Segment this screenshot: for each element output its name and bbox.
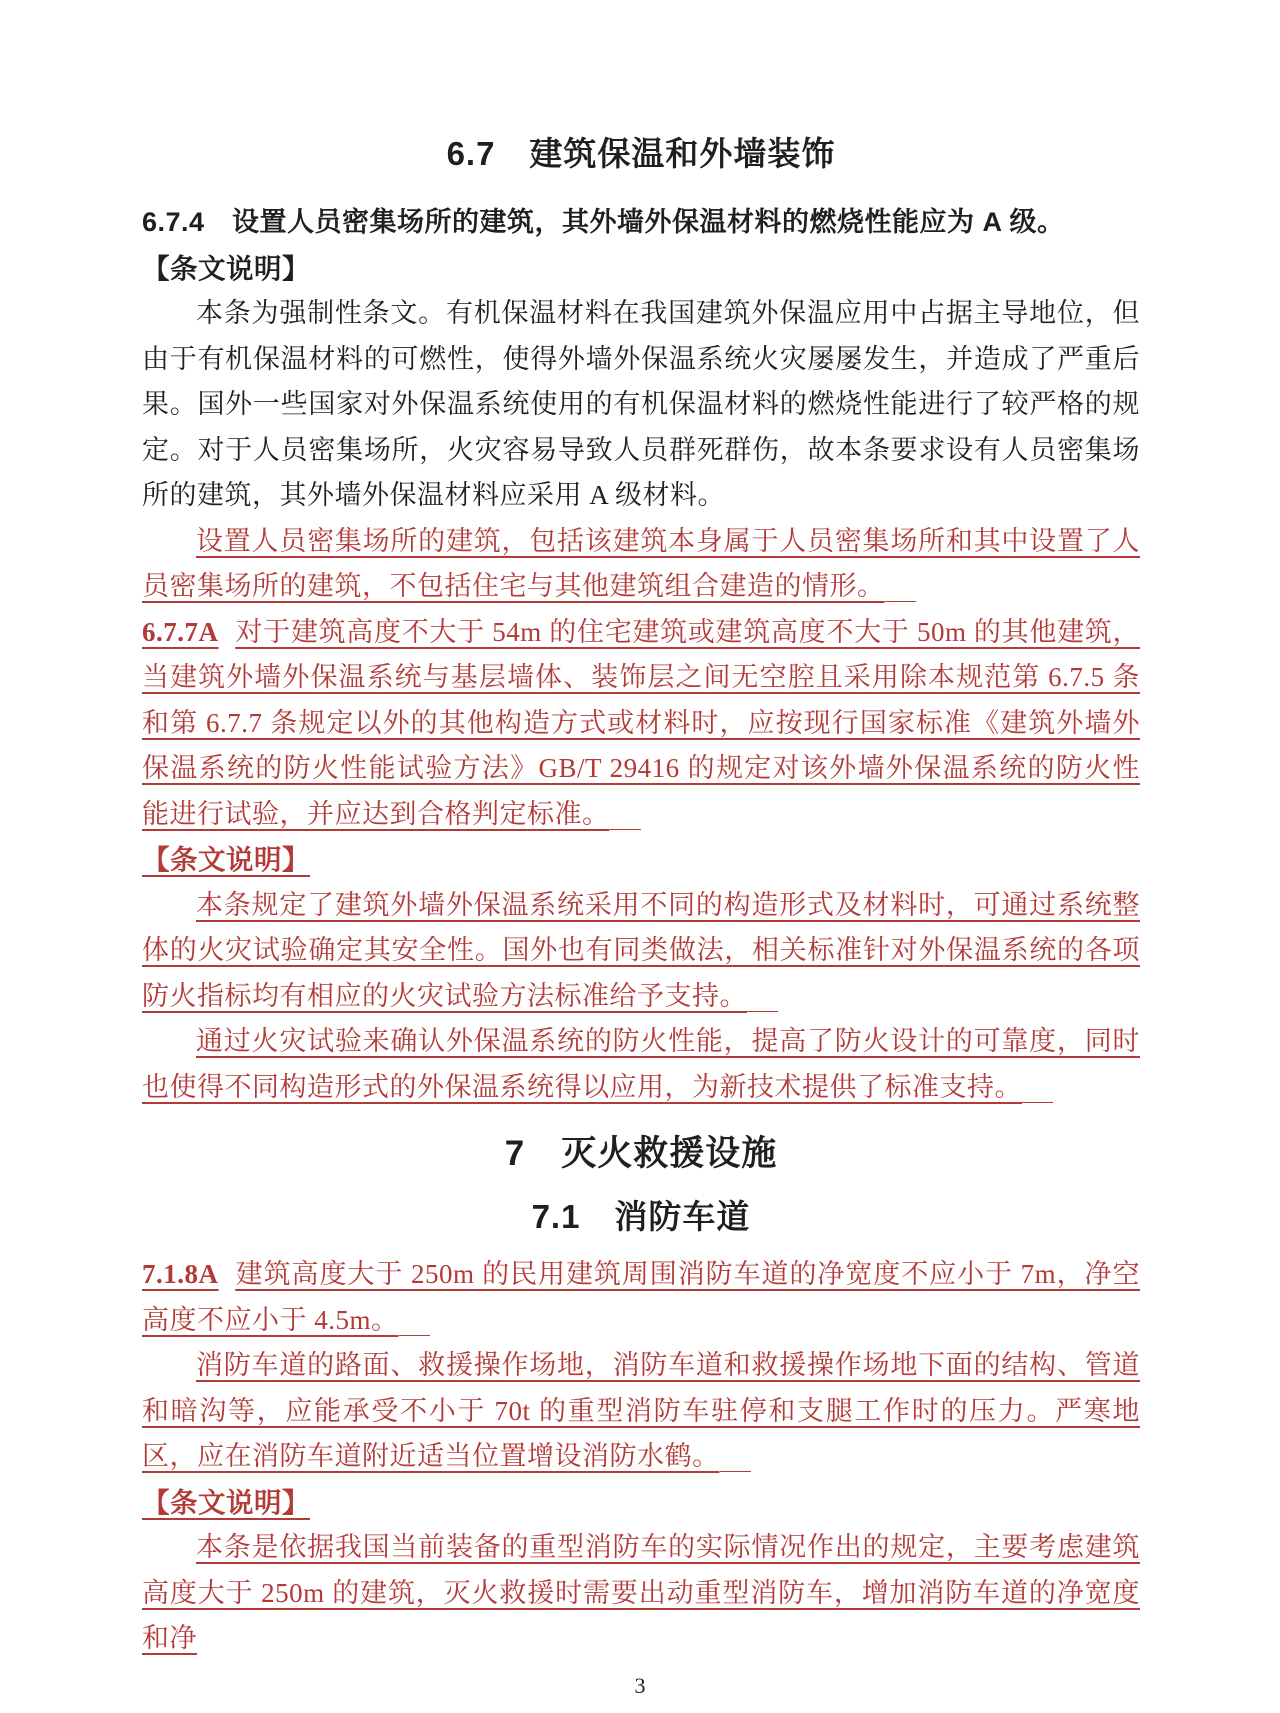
clause-6-7-7a xyxy=(142,610,1140,838)
page-number: 3 xyxy=(634,1673,646,1698)
note-paragraph-1: 本条为强制性条文。有机保温材料在我国建筑外保温应用中占据主导地位，但由于有机保温材料的可燃性，使得外墙外保温系统火灾屡屡发生，并造成了严重后果。国外一些国家对外保温系统使用的有机保温材料的燃烧性能进行了较严格的规定。对于人员密集场所，火灾容易导致人员群死群伤，故本条要求设有人员密集场所的建筑，其外墙外保温材料应采用 A 级材料。 xyxy=(142,298,1140,510)
clause-7-1-8a-number: 7.1.8A xyxy=(142,1259,219,1289)
note-label-3: 【条文说明】 xyxy=(142,1486,310,1518)
clause-6-7-7a-text: 对于建筑高度不大于 54m 的住宅建筑或建筑高度不大于 50m 的其他建筑，当建筑外墙外保温系统与基层墙体、装饰层之间无空腔且采用除本规范第 6.7.5 条和第 6.7.7 条规定以外的其他构造方式或材料时，应按现行国家标准《建筑外墙外保温系统的防火性能试验方法》GB/T 29416 的规定对该外墙外保温系统的防火性能进行试验，并应达到合格判定标准。 xyxy=(142,616,1140,829)
inserted-paragraph-1: 设置人员密集场所的建筑，包括该建筑本身属于人员密集场所和其中设置了人员密集场所的建筑，不包括住宅与其他建筑组合建造的情形。 xyxy=(142,519,1140,610)
clause-7-1-8a-text: 建筑高度大于 250m 的民用建筑周围消防车道的净宽度不应小于 7m，净空高度不应小于 4.5m。 xyxy=(142,1259,1140,1335)
note-label-2: 【条文说明】 xyxy=(142,844,310,875)
section-heading-7-1: 7.1 消防车道 xyxy=(531,1198,751,1235)
inserted-paragraph-4: 消防车道的路面、救援操作场地，消防车道和救援操作场地下面的结构、管道和暗沟等，应能承受不小于 70t 的重型消防车驻停和支腿工作时的压力。严寒地区，应在消防车道附近适当位置增设消防水鹤。 xyxy=(142,1343,1140,1480)
inserted-paragraph-3: 通过火灾试验来确认外保温系统的防火性能，提高了防火设计的可靠度，同时也使得不同构造形式的外保温系统得以应用，为新技术提供了标准支持。 xyxy=(142,1019,1140,1110)
inserted-paragraph-5: 本条是依据我国当前装备的重型消防车的实际情况作出的规定，主要考虑建筑高度大于 250m 的建筑，灭火救援时需要出动重型消防车，增加消防车道的净宽度和净 xyxy=(142,1532,1140,1653)
clause-7-1-8a xyxy=(142,1252,1140,1343)
section-heading-6-7: 6.7 建筑保温和外墙装饰 xyxy=(446,135,836,172)
clause-6-7-7a-number: 6.7.7A xyxy=(142,616,219,647)
inserted-paragraph-2: 本条规定了建筑外墙外保温系统采用不同的构造形式及材料时，可通过系统整体的火灾试验确定其安全性。国外也有同类做法，相关标准针对外保温系统的各项防火指标均有相应的火灾试验方法标准给予支持。 xyxy=(142,883,1140,1020)
chapter-heading-7: 7 灭火救援设施 xyxy=(504,1134,778,1173)
clause-6-7-4: 6.7.4 设置人员密集场所的建筑，其外墙外保温材料的燃烧性能应为 A 级。 xyxy=(142,207,1065,237)
note-label-1: 【条文说明】 xyxy=(142,252,310,284)
